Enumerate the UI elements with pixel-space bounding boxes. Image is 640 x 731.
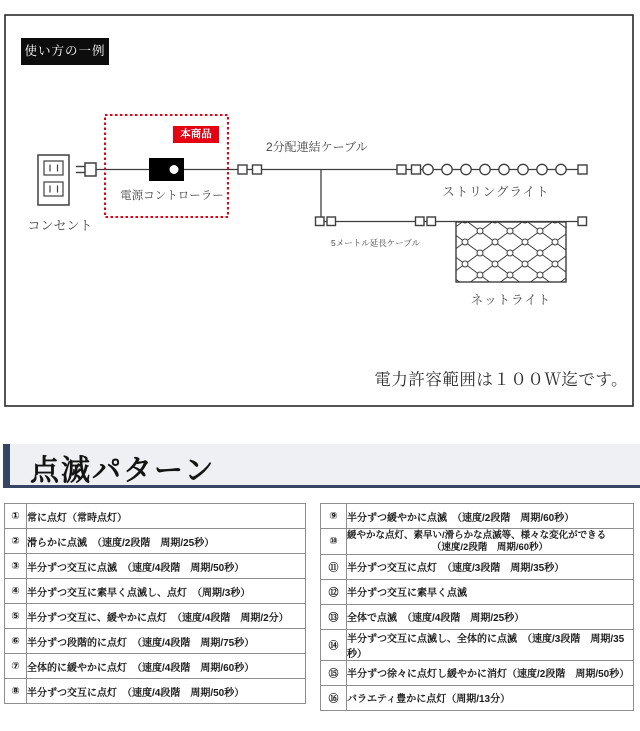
power-capacity-note: 電力許容範囲は１００Ｗ迄です。 xyxy=(374,371,628,389)
pattern-number: ⑬ xyxy=(321,604,347,629)
pattern-row xyxy=(321,629,634,660)
pattern-number: ⑥ xyxy=(5,629,27,654)
pattern-row xyxy=(5,679,306,704)
power-controller-icon xyxy=(149,158,184,181)
pattern-number: ⑨ xyxy=(321,504,347,529)
pattern-number: ① xyxy=(5,504,27,529)
splitter-cable-label: 2分配連結ケーブル xyxy=(266,140,368,154)
pattern-description: 滑らかに点滅 （速度/2段階 周期/25秒） xyxy=(27,529,306,554)
patterns-table-right-body xyxy=(321,504,634,711)
pattern-number: ⑯ xyxy=(321,685,347,710)
patterns-heading: 点滅パターン xyxy=(30,455,216,487)
pattern-description: 半分ずつ交互に点滅 （速度/4段階 周期/50秒） xyxy=(27,554,306,579)
patterns-table-left xyxy=(4,503,306,704)
pattern-number: ⑦ xyxy=(5,654,27,679)
pattern-row xyxy=(321,660,634,685)
outlet-icon xyxy=(38,155,69,205)
product-badge: 本商品 xyxy=(173,126,219,143)
pattern-row xyxy=(5,554,306,579)
pattern-description: 半分ずつ交互に点滅し、全体的に点滅 （速度/3段階 周期/35秒） xyxy=(347,629,634,660)
pattern-row xyxy=(5,654,306,679)
pattern-description: 半分ずつ交互に素早く点滅し、点灯 （周期/3秒） xyxy=(27,579,306,604)
pattern-row xyxy=(5,579,306,604)
pattern-row xyxy=(5,504,306,529)
extension-cable-label: 5メートル延長ケーブル xyxy=(331,238,420,248)
string-light-label: ストリングライト xyxy=(442,185,550,199)
pattern-description xyxy=(347,529,634,555)
pattern-number: ⑮ xyxy=(321,660,347,685)
patterns-section-header xyxy=(3,444,640,488)
pattern-row xyxy=(5,529,306,554)
pattern-description: 半分ずつ段階的に点灯 （速度/4段階 周期/75秒） xyxy=(27,629,306,654)
pattern-description: 半分ずつ交互に点灯 （速度/4段階 周期/50秒） xyxy=(27,679,306,704)
pattern-number: ⑭ xyxy=(321,629,347,660)
pattern-row xyxy=(321,579,634,604)
pattern-description: バラエティ豊かに点灯（周期/13分） xyxy=(347,685,634,710)
pattern-description: 全体で点滅 （速度/4段階 周期/25秒） xyxy=(347,604,634,629)
pattern-number: ⑧ xyxy=(5,679,27,704)
patterns-table-right xyxy=(320,503,634,711)
pattern-number: ⑪ xyxy=(321,554,347,579)
pattern-row xyxy=(321,554,634,579)
pattern-row xyxy=(5,629,306,654)
pattern-description: 半分ずつ交互に点灯 （速度/3段階 周期/35秒） xyxy=(347,554,634,579)
pattern-description: 半分ずつ交互に、緩やかに点灯 （速度/4段階 周期/2分） xyxy=(27,604,306,629)
pattern-row xyxy=(321,685,634,710)
pattern-number: ④ xyxy=(5,579,27,604)
pattern-description-line2: （速度/2段階 周期/60秒） xyxy=(431,541,549,553)
pattern-description: 半分ずつ緩やかに点滅 （速度/2段階 周期/60秒） xyxy=(347,504,634,529)
diagram-frame xyxy=(5,15,633,406)
pattern-row xyxy=(321,504,634,529)
pattern-description: 半分ずつ交互に素早く点滅 xyxy=(347,579,634,604)
pattern-number: ② xyxy=(5,529,27,554)
pattern-number: ⑤ xyxy=(5,604,27,629)
pattern-number: ⑫ xyxy=(321,579,347,604)
pattern-description: 常に点灯（常時点灯） xyxy=(27,504,306,529)
controller-label: 電源コントローラー xyxy=(120,190,224,202)
pattern-row xyxy=(321,529,634,555)
outlet-label: コンセント xyxy=(27,218,93,233)
net-light-icon xyxy=(456,222,566,282)
patterns-table-left-body xyxy=(5,504,306,704)
pattern-row xyxy=(321,604,634,629)
pattern-number: ⑩ xyxy=(321,529,347,555)
net-light-label: ネットライト xyxy=(470,293,552,307)
pattern-description: 半分ずつ徐々に点灯し緩やかに消灯（速度/2段階 周期/50秒） xyxy=(347,660,634,685)
pattern-description-line1: 緩やかな点灯、素早い/滑らかな点滅等、様々な変化ができる xyxy=(347,530,607,541)
pattern-row xyxy=(5,604,306,629)
pattern-number: ③ xyxy=(5,554,27,579)
diagram-title: 使い方の一例 xyxy=(21,38,109,65)
pattern-description: 全体的に緩やかに点灯 （速度/4段階 周期/60秒） xyxy=(27,654,306,679)
